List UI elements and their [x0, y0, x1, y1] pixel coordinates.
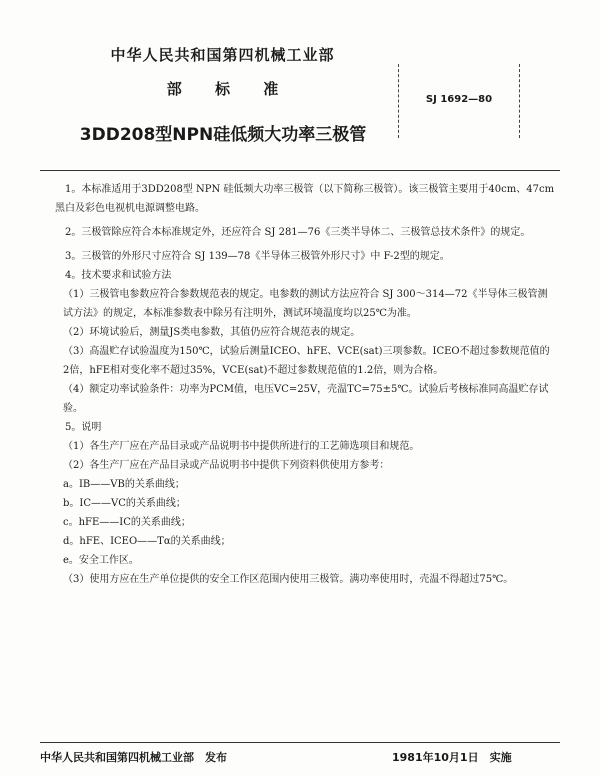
- ministry-name: 中华人民共和国第四机械工业部: [110, 46, 335, 64]
- sub-item-b: b。IC——VC的关系曲线；: [63, 498, 186, 509]
- item-5-1: （1）各生产厂应在产品目录或产品说明书中提供所进行的工艺筛选项目和规范。: [63, 441, 420, 452]
- item-5-3: （3）使用方应在生产单位提供的安全工作区范围内使用三极管。满功率使用时，壳温不得超过75℃。: [63, 574, 514, 585]
- sub-item-e: e。安全工作区。: [63, 555, 139, 566]
- sub-item-a: a。IB——VB的关系曲线；: [63, 479, 185, 490]
- document-title: 3DD208型NPN硅低频大功率三极管: [79, 125, 367, 145]
- section-4-heading: 4。技术要求和试验方法: [65, 270, 172, 281]
- item-4-2: （2）环境试验后，测量JS类电参数，其值仍应符合规范表的规定。: [63, 327, 361, 338]
- item-5-2: （2）各生产厂应在产品目录或产品说明书中提供下列资料供使用方参考：: [63, 460, 390, 471]
- sub-item-d: d。hFE、ICEO——Tα的关系曲线；: [63, 536, 231, 547]
- item-4-3: （3）高温贮存试验温度为150℃，试验后测量ICEO、hFE、VCE(sat)三项参数。ICEO不超过参数规范值的2倍，hFE相对变化率不超过35%，VCE(sat)不超过参数规范值的1.2倍，则为合格。: [63, 346, 550, 376]
- paragraph-2: 2。三极管除应符合本标准规定外，还应符合 SJ 281—76《三类半导体二、三极管总技术条件》的规定。: [65, 227, 531, 238]
- paragraph-1: 1。本标准适用于3DD208型 NPN 硅低频大功率三极管（以下简称三极管）。该三极管主要用于40cm、47cm 黑白及彩色电视机电源调整电路。: [55, 184, 555, 214]
- item-4-1: （1）三极管电参数应符合参数规范表的规定。电参数的测试方法应符合 SJ 300～314—72《半导体三极管测试方法》的规定，本标准参数表中除另有注明外，测试环境温度均以25℃为准。: [63, 289, 548, 319]
- section-5-heading: 5。说明: [65, 422, 102, 433]
- standard-code-box: [398, 64, 520, 138]
- sub-item-c: c。hFE——IC的关系曲线；: [63, 517, 191, 528]
- publisher-line: 中华人民共和国第四机械工业部 发布: [40, 751, 227, 764]
- standard-code: SJ 1692—80: [425, 94, 493, 105]
- document-body: [55, 180, 555, 589]
- standard-label: 部 标 准: [166, 80, 279, 98]
- item-4-4: （4）额定功率试验条件：功率为PCM值，电压VC=25V，壳温TC=75±5℃。试验后考核标准同高温贮存试验。: [63, 384, 549, 414]
- footer-divider: [40, 742, 560, 743]
- header-divider: [40, 170, 560, 171]
- paragraph-3: 3。三极管的外形尺寸应符合 SJ 139—78《半导体三极管外形尺寸》中 F-2型的规定。: [65, 251, 450, 262]
- effective-date: 1981年10月1日 实施: [392, 751, 512, 764]
